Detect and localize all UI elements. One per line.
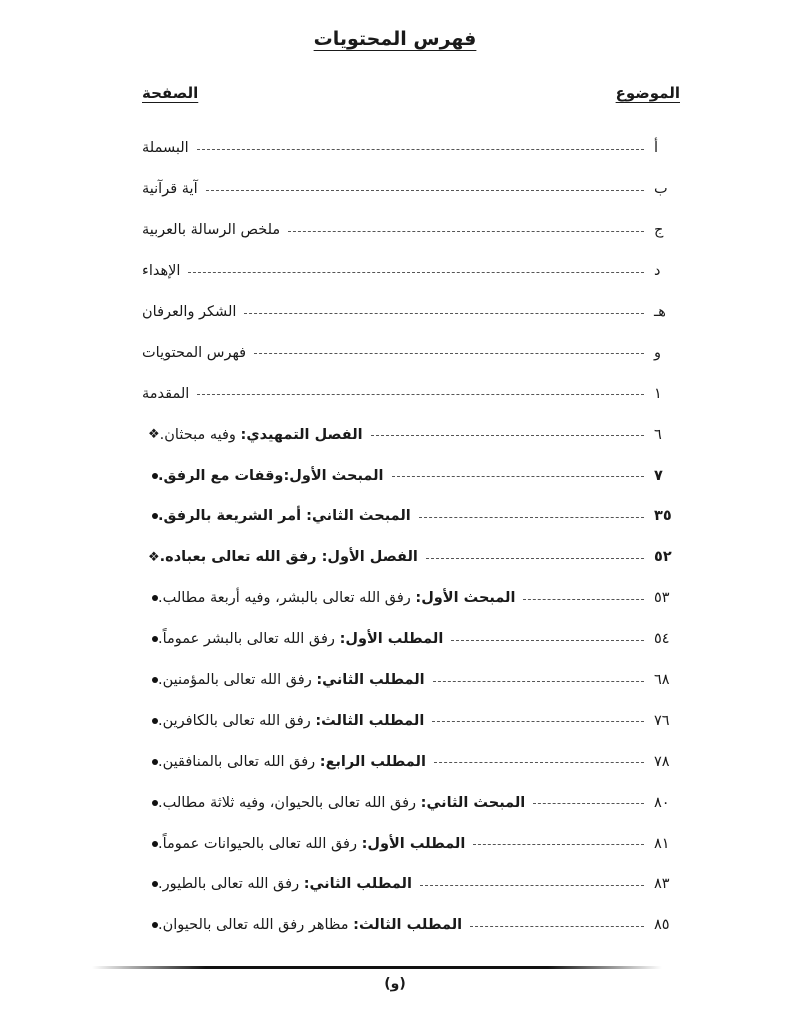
dotted-leader [254, 353, 644, 354]
toc-entry-prefix: المبحث الثاني: [420, 794, 526, 811]
toc-entry-label [142, 836, 465, 852]
toc-entry-text: مظاهر رفق الله تعالى بالحيوان. [158, 917, 354, 934]
toc-entry-text: رفق الله تعالى بالحيوانات عموماً. [158, 835, 362, 852]
dotted-leader [197, 149, 644, 150]
dotted-leader [434, 762, 644, 763]
table-of-contents [142, 128, 680, 946]
bullet-diamond-icon: ❖ [148, 427, 160, 443]
dotted-leader [473, 844, 644, 845]
dotted-leader [392, 476, 644, 477]
column-header-page: الصفحة [142, 84, 199, 102]
toc-entry-text: آية قرآنية [142, 181, 198, 198]
dotted-leader [419, 517, 644, 518]
toc-entry-label [142, 549, 418, 565]
toc-entry [142, 169, 680, 210]
dotted-leader [197, 394, 644, 395]
toc-entry-label [142, 468, 384, 484]
toc-entry [142, 332, 680, 373]
toc-entry-prefix: الفصل الأول: [321, 549, 418, 566]
toc-entry [142, 823, 680, 864]
bullet-dot-icon [152, 677, 158, 683]
toc-entry-prefix: المطلب الأول: [361, 835, 466, 852]
toc-entry-prefix: المطلب الأول: [339, 631, 444, 648]
toc-entry [142, 619, 680, 660]
dotted-leader [288, 231, 644, 232]
toc-entry-page: ٧ [654, 467, 663, 484]
column-header-topic: الموضوع [615, 84, 680, 102]
toc-entry-text: الإهداء [142, 263, 181, 280]
toc-entry-page: ٥٤ [654, 631, 670, 648]
toc-entry-page: ب [654, 181, 668, 198]
dotted-leader [371, 435, 644, 436]
toc-entry-text: فهرس المحتويات [142, 344, 247, 361]
toc-entry-text: وقفات مع الرفق. [158, 467, 284, 484]
dotted-leader [188, 272, 644, 273]
toc-entry [142, 128, 680, 169]
toc-entry-label [142, 672, 425, 688]
bullet-dot-icon [152, 800, 158, 806]
toc-entry-page: ٨٣ [654, 876, 670, 893]
toc-entry [142, 537, 680, 578]
toc-entry-text: المقدمة [142, 385, 190, 402]
toc-entry-prefix: المبحث الأول: [283, 467, 384, 484]
dotted-leader [523, 599, 644, 600]
toc-entry-label [142, 508, 411, 524]
page-title: فهرس المحتويات [313, 28, 477, 50]
toc-entry-page: ٨١ [654, 835, 670, 852]
toc-entry-label [142, 427, 363, 443]
toc-entry-text: ملخص الرسالة بالعربية [142, 222, 281, 239]
bullet-dot-icon [152, 841, 158, 847]
toc-entry-text: رفق الله تعالى بالبشر عموماً. [158, 631, 340, 648]
toc-entry-label [142, 917, 462, 933]
toc-entry-prefix: الفصل التمهيدي: [240, 426, 363, 443]
toc-entry-label [142, 140, 189, 156]
toc-entry-text: رفق الله تعالى بالبشر، وفيه أربعة مطالب. [158, 590, 416, 607]
toc-entry-text: رفق الله تعالى بالمنافقين. [158, 753, 320, 770]
toc-entry-label [142, 876, 412, 892]
dotted-leader [432, 721, 644, 722]
toc-entry-prefix: المبحث الثاني: [306, 508, 411, 525]
toc-entry-label [142, 345, 246, 361]
toc-entry [142, 251, 680, 292]
toc-entry-page: ١ [654, 385, 662, 402]
toc-entry-prefix: المطلب الثالث: [315, 712, 425, 729]
toc-entry-label [142, 795, 525, 811]
toc-entry [142, 210, 680, 251]
toc-entry [142, 292, 680, 333]
toc-entry-page: ج [654, 222, 664, 239]
toc-entry [142, 782, 680, 823]
toc-entry [142, 373, 680, 414]
footer-divider [92, 966, 662, 969]
toc-entry [142, 700, 680, 741]
toc-entry-text: رفق الله تعالى بالطيور. [158, 876, 304, 893]
dotted-leader [206, 190, 644, 191]
toc-entry-prefix: المطلب الرابع: [319, 753, 426, 770]
toc-entry-page: ٨٠ [654, 794, 670, 811]
toc-entry-label [142, 304, 236, 320]
toc-entry [142, 660, 680, 701]
toc-entry-label [142, 222, 280, 238]
bullet-dot-icon [152, 473, 158, 479]
toc-entry [142, 496, 680, 537]
toc-entry-page: ٣٥ [654, 508, 672, 525]
toc-entry-label [142, 590, 515, 606]
dotted-leader [470, 926, 644, 927]
dotted-leader [451, 640, 644, 641]
toc-entry-page: هـ [654, 304, 666, 320]
toc-entry-text: البسملة [142, 140, 189, 157]
dotted-leader [533, 803, 644, 804]
toc-entry-page: ٦٨ [654, 672, 670, 689]
toc-entry-page: د [654, 263, 661, 280]
toc-entry-page: ٨٥ [654, 917, 670, 934]
toc-entry [142, 455, 680, 496]
bullet-dot-icon [152, 759, 158, 765]
toc-entry-label [142, 386, 189, 402]
bullet-diamond-icon: ❖ [148, 549, 160, 565]
toc-entry-text: رفق الله تعالى بالحيوان، وفيه ثلاثة مطالب. [158, 794, 421, 811]
toc-entry-prefix: المطلب الثاني: [303, 876, 412, 893]
toc-entry-page: أ [654, 140, 659, 157]
dotted-leader [433, 681, 644, 682]
toc-entry-page: ٥٢ [654, 549, 672, 566]
toc-entry [142, 741, 680, 782]
toc-entry-text: رفق الله تعالى بعباده. [159, 549, 322, 566]
toc-entry-label [142, 263, 180, 279]
toc-entry-page: ٧٦ [654, 712, 670, 729]
toc-entry-page: ٦ [654, 426, 662, 443]
toc-entry-text: رفق الله تعالى بالكافرين. [158, 712, 316, 729]
dotted-leader [420, 885, 644, 886]
toc-entry [142, 578, 680, 619]
toc-entry-text: رفق الله تعالى بالمؤمنين. [158, 672, 317, 689]
toc-entry-prefix: المطلب الثاني: [316, 672, 425, 689]
toc-entry-prefix: المبحث الأول: [415, 590, 516, 607]
toc-entry-label [142, 754, 426, 770]
toc-entry-page: ٧٨ [654, 753, 670, 770]
toc-entry-page: ٥٣ [654, 590, 670, 607]
footer-page-number: (و) [384, 976, 406, 992]
dotted-leader [426, 558, 644, 559]
dotted-leader [244, 313, 644, 314]
toc-entry-text: وفيه مبحثان. [159, 426, 241, 443]
toc-entry [142, 864, 680, 905]
toc-entry-label [142, 713, 424, 729]
toc-entry-page: و [654, 344, 662, 361]
toc-entry-label [142, 631, 443, 647]
toc-entry [142, 905, 680, 946]
bullet-dot-icon [152, 718, 158, 724]
toc-entry-label [142, 181, 198, 197]
toc-entry-text: أمر الشريعة بالرفق. [158, 508, 307, 525]
toc-entry-text: الشكر والعرفان [142, 304, 237, 320]
toc-entry-prefix: المطلب الثالث: [353, 917, 463, 934]
toc-entry [142, 414, 680, 455]
